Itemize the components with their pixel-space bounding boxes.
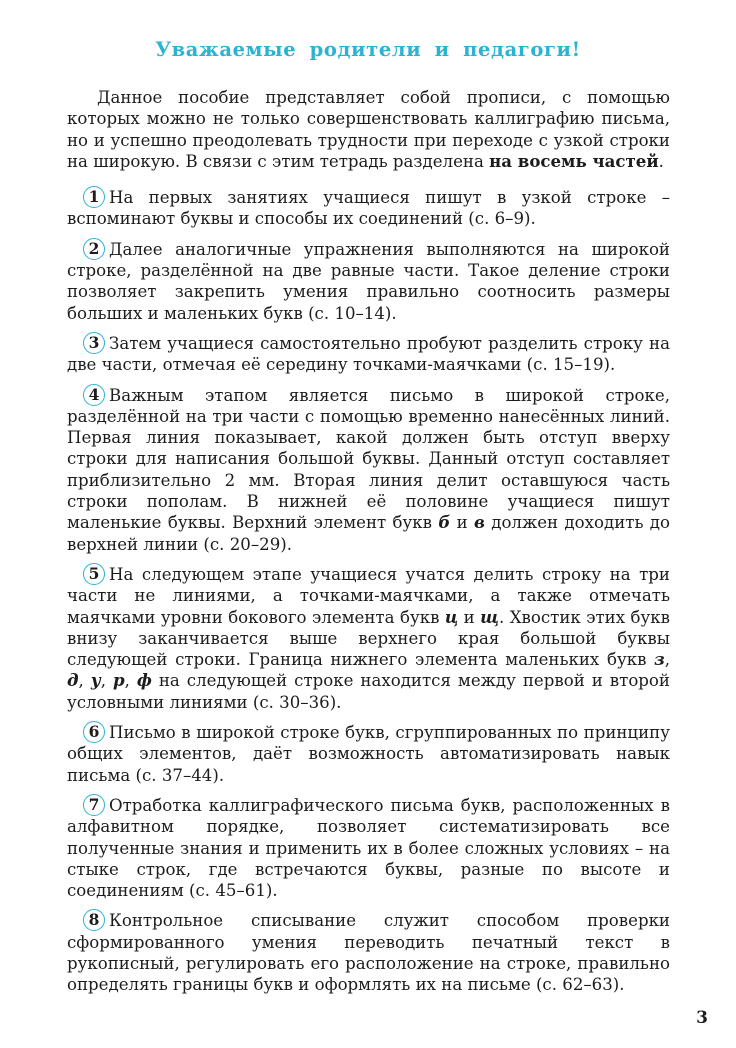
list-item bbox=[67, 909, 670, 995]
item-text: На первых занятиях учащиеся пишут в узкой строке – вспоминают буквы и способы их соединений (с. 6–9). bbox=[67, 188, 670, 229]
page-number: 3 bbox=[696, 1008, 708, 1028]
letter-v: в bbox=[474, 512, 485, 533]
list-item bbox=[67, 563, 670, 713]
item-number-badge: 4 bbox=[83, 384, 105, 406]
item-text: и bbox=[458, 607, 481, 627]
separator: , bbox=[78, 671, 91, 691]
item-text: Затем учащиеся самостоятельно пробуют разделить строку на две части, отмечая её середину точками-маячками (с. 15–19). bbox=[67, 333, 670, 375]
separator: , bbox=[100, 671, 114, 691]
item-number-badge: 1 bbox=[83, 186, 105, 208]
intro-bold: на восемь частей bbox=[489, 150, 659, 171]
item-text: Далее аналогичные упражнения выполняются на широкой строке, разделённой на две равные части. Такое деление строки позволяет закрепить умения правильно соотносить размеры больших и маленьких букв (с. 10–14). bbox=[67, 239, 670, 323]
letter-z: з bbox=[654, 649, 665, 670]
content bbox=[67, 87, 670, 1004]
item-number-badge: 5 bbox=[83, 563, 105, 585]
intro-paragraph bbox=[67, 87, 670, 172]
item-text: Важным этапом является письмо в широкой строке, разделённой на три части с помощью временно нанесённых линий. Первая линия показывает, какой должен быть отступ вверху строки для написания большой буквы. Данный отступ составляет приблизительно 2 мм. Вторая линия делит оставшуюся часть строки пополам. В нижней её половине учащиеся пишут маленькие буквы. Верхний элемент букв bbox=[67, 385, 670, 533]
item-text: Письмо в широкой строке букв, сгруппированных по принципу общих элементов, даёт возможность автоматизировать навык письма (с. 37–44). bbox=[67, 723, 670, 785]
list-item bbox=[67, 721, 670, 786]
list-item bbox=[67, 186, 670, 230]
item-text: на следующей строке находится между первой и второй условными линиями (с. 30–36). bbox=[67, 671, 670, 712]
letter-shch: щ bbox=[480, 606, 499, 627]
item-text: Контрольное списывание служит способом проверки сформированного умения переводить печатный текст в рукописный, регулировать его расположение на строке, правильно определять границы букв и оформлять их на письме (с. 62–63). bbox=[67, 911, 670, 995]
item-number-badge: 3 bbox=[83, 332, 105, 354]
letter-ts: ц bbox=[444, 606, 459, 627]
page-title: Уважаемые родители и педагоги! bbox=[155, 38, 581, 61]
intro-end: . bbox=[658, 151, 664, 171]
item-number-badge: 7 bbox=[83, 794, 105, 816]
item-text: Отработка каллиграфического письма букв, расположенных в алфавитном порядке, позволяет систематизировать все полученные знания и применить их в более сложных условиях – на стыке строк, где встречаются буквы, разные по высоте и соединениям (с. 45–61). bbox=[67, 795, 670, 901]
letter-b: б bbox=[438, 512, 451, 533]
letter-f: ф bbox=[136, 670, 152, 691]
item-text: На следующем этапе учащиеся учатся делить строку на три части не линиями, а точками-маячками, а также отмечать маячками уровни бокового элемента букв bbox=[67, 564, 670, 627]
letter-d: д bbox=[67, 670, 79, 691]
separator: , bbox=[664, 650, 670, 670]
list-item bbox=[67, 238, 670, 324]
letter-r: р bbox=[113, 670, 125, 691]
separator: , bbox=[124, 671, 137, 691]
list-item bbox=[67, 794, 670, 901]
item-text: и bbox=[450, 513, 474, 533]
item-number-badge: 8 bbox=[83, 909, 105, 931]
item-text: должен доходить до верхней линии (с. 20–29). bbox=[67, 513, 671, 554]
list-item bbox=[67, 332, 670, 376]
item-number-badge: 6 bbox=[83, 721, 105, 743]
item-text: . Хвостик этих букв внизу заканчивается выше верхнего края большой буквы следующей строки. Граница нижнего элемента маленьких букв bbox=[67, 607, 670, 670]
intro-text: Данное пособие представляет собой прописи, с помощью которых можно не только совершенствовать каллиграфию письма, но и успешно преодолевать трудности при переходе с узкой строки на широкую. В связи с этим тетрадь разделена bbox=[67, 88, 670, 171]
item-number-badge: 2 bbox=[83, 238, 105, 260]
list-item bbox=[67, 384, 670, 555]
letter-u: у bbox=[90, 670, 101, 691]
